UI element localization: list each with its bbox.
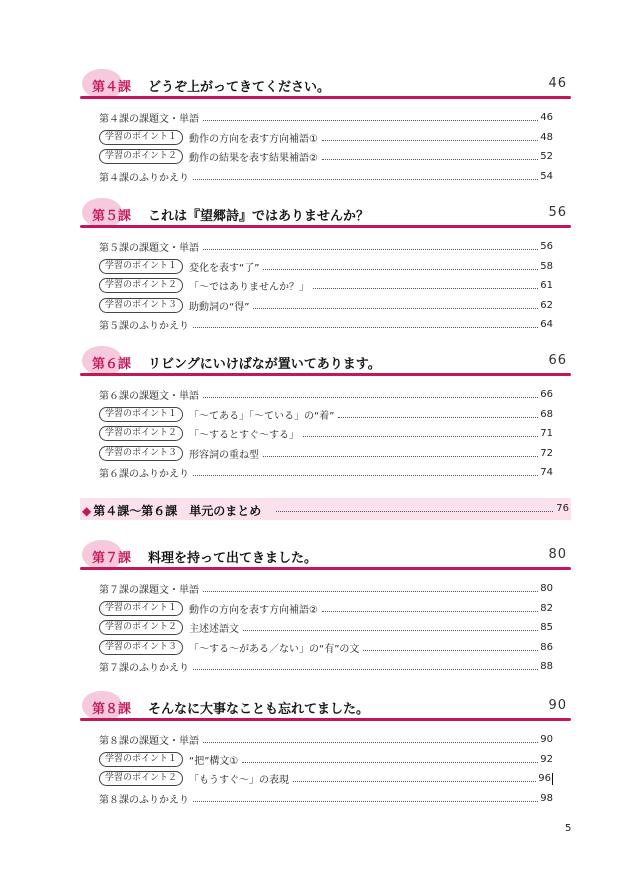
- entry-page: 82: [540, 602, 553, 614]
- entry-text: 主述述語文: [189, 624, 240, 636]
- toc-entry[interactable]: [99, 167, 553, 187]
- entry-text: 動作の結果を表す結果補語②: [189, 153, 318, 165]
- entry-page: 88: [540, 661, 553, 673]
- dot-leader: [263, 456, 538, 457]
- entry-text: 「～てある」「～ている」の“着”: [189, 410, 335, 422]
- point-badge: 学習のポイント１: [99, 752, 183, 767]
- dot-leader: [253, 308, 538, 309]
- entry-page: 98: [540, 792, 553, 804]
- lesson-header: [80, 203, 571, 227]
- toc-entry[interactable]: [99, 618, 553, 638]
- lesson-header: [80, 74, 571, 98]
- entry-text: 動作の方向を表す方向補語②: [189, 604, 318, 616]
- entry-text: 第６課の課題文・単語: [99, 391, 199, 403]
- entry-text: 第５課の課題文・単語: [99, 243, 199, 255]
- dot-leader: [313, 288, 538, 289]
- dot-leader: [363, 650, 538, 651]
- diamond-icon: ◆: [82, 504, 92, 518]
- toc-entry[interactable]: [99, 276, 553, 296]
- toc-entry[interactable]: [99, 424, 553, 444]
- toc-entry[interactable]: [99, 385, 553, 405]
- toc-entry[interactable]: [99, 257, 553, 277]
- entry-text: “把”構文①: [189, 755, 239, 767]
- lesson-section: [80, 351, 571, 481]
- lesson-page: 66: [548, 353, 567, 368]
- entry-text: 第７課のふりかえり: [99, 663, 189, 675]
- entry-text: 第４課の課題文・単語: [99, 114, 199, 126]
- lesson-header: [80, 696, 571, 720]
- point-badge: 学習のポイント２: [99, 149, 183, 164]
- toc-entry[interactable]: [99, 147, 553, 167]
- toc-entry[interactable]: [99, 638, 553, 658]
- lesson-number: 第４課: [92, 80, 132, 95]
- point-badge: 学習のポイント２: [99, 278, 183, 293]
- lesson-section: [80, 545, 571, 675]
- lesson-section: [80, 74, 571, 184]
- dot-leader: [322, 611, 538, 612]
- entry-page: 61: [540, 280, 553, 292]
- dot-leader: [203, 397, 538, 398]
- toc-entry[interactable]: [99, 108, 553, 128]
- entry-text: 第６課のふりかえり: [99, 469, 189, 481]
- dot-leader: [243, 630, 538, 631]
- dot-leader: [293, 781, 536, 782]
- entry-text: 第８課のふりかえり: [99, 794, 189, 806]
- toc-entry[interactable]: [99, 750, 553, 770]
- entry-page: 86: [540, 641, 553, 653]
- page-number: 5: [565, 823, 572, 834]
- entry-text: 「もうすぐ～」の表現: [189, 775, 290, 787]
- dot-leader: [193, 669, 538, 670]
- dot-leader: [203, 120, 538, 121]
- toc-entry[interactable]: [99, 463, 553, 483]
- lesson-number: 第６課: [92, 357, 132, 372]
- lesson-entries: [99, 730, 553, 808]
- lesson-section: [80, 203, 571, 333]
- toc-entry[interactable]: [99, 237, 553, 257]
- toc-entry[interactable]: [99, 769, 553, 789]
- entry-page: 90: [540, 734, 553, 746]
- toc-entry[interactable]: [99, 730, 553, 750]
- entry-page: 64: [540, 319, 553, 331]
- dot-leader: [193, 801, 538, 802]
- entry-page: 56: [540, 241, 553, 253]
- entry-page: 46: [540, 112, 553, 124]
- entry-text: 「～ではありませんか？」: [189, 282, 310, 294]
- dot-leader: [338, 417, 538, 418]
- point-badge: 学習のポイント３: [99, 298, 183, 313]
- entry-page: 74: [540, 467, 553, 479]
- entry-page: 66: [540, 389, 553, 401]
- lesson-rule: [80, 96, 571, 99]
- dot-leader: [322, 140, 538, 141]
- point-badge: 学習のポイント２: [99, 771, 183, 786]
- toc-entry[interactable]: [99, 315, 553, 335]
- point-badge: 学習のポイント１: [99, 407, 183, 422]
- toc-entry[interactable]: [99, 444, 553, 464]
- entry-text: 動作の方向を表す方向補語①: [189, 133, 318, 145]
- toc-entry[interactable]: [99, 579, 553, 599]
- lesson-page: 80: [548, 547, 567, 562]
- unit-summary[interactable]: [80, 498, 571, 520]
- lesson-entries: [99, 237, 553, 335]
- toc-entry[interactable]: [99, 405, 553, 425]
- point-badge: 学習のポイント２: [99, 620, 183, 635]
- lesson-number: 第８課: [92, 702, 132, 717]
- point-badge: 学習のポイント３: [99, 640, 183, 655]
- entry-page: 52: [540, 151, 553, 163]
- entry-text: 第５課のふりかえり: [99, 321, 189, 333]
- lesson-number: 第５課: [92, 209, 132, 224]
- dot-leader: [322, 159, 538, 160]
- dot-leader: [263, 269, 538, 270]
- lesson-rule: [80, 718, 571, 721]
- lesson-rule: [80, 567, 571, 570]
- lesson-rule: [80, 225, 571, 228]
- point-badge: 学習のポイント２: [99, 426, 183, 441]
- lesson-title[interactable]: そんなに大事なことも忘れてました。: [148, 702, 370, 717]
- entry-page: 72: [540, 447, 553, 459]
- lesson-rule: [80, 373, 571, 376]
- entry-page: 96: [538, 773, 551, 785]
- entry-page: 58: [540, 260, 553, 272]
- entry-text: 「～するとすぐ～する」: [189, 430, 300, 442]
- lesson-header: [80, 545, 571, 569]
- dot-leader: [276, 511, 553, 512]
- lesson-title[interactable]: これは『望郷詩』ではありませんか？: [148, 209, 370, 224]
- entry-page: 80: [540, 583, 553, 595]
- dot-leader: [203, 591, 538, 592]
- entry-page: 71: [540, 428, 553, 440]
- toc-entry[interactable]: [99, 128, 553, 148]
- lesson-number: 第７課: [92, 551, 132, 566]
- dot-leader: [303, 436, 538, 437]
- lesson-page: 90: [548, 698, 567, 713]
- lesson-entries: [99, 108, 553, 186]
- toc-entry[interactable]: [99, 657, 553, 677]
- dot-leader: [203, 249, 538, 250]
- dot-leader: [193, 179, 538, 180]
- dot-leader: [203, 742, 538, 743]
- text-cursor: [552, 773, 553, 785]
- dot-leader: [242, 762, 538, 763]
- lesson-title[interactable]: どうぞ上がってきてください。: [148, 80, 331, 95]
- entry-page: 68: [540, 408, 553, 420]
- entry-text: 助動詞の“得”: [189, 301, 250, 313]
- toc-entry[interactable]: [99, 599, 553, 619]
- entry-page: 62: [540, 299, 553, 311]
- lesson-page: 56: [548, 205, 567, 220]
- entry-text: 第７課の課題文・単語: [99, 585, 199, 597]
- lesson-entries: [99, 579, 553, 677]
- dot-leader: [193, 475, 538, 476]
- unit-summary-title: 第４課～第６課 単元のまとめ: [93, 504, 262, 518]
- lesson-entries: [99, 385, 553, 483]
- entry-text: 第４課のふりかえり: [99, 172, 189, 184]
- entry-text: 形容詞の重ね型: [189, 449, 260, 461]
- lesson-title[interactable]: 料理を持って出てきました。: [148, 551, 318, 566]
- entry-page: 92: [540, 753, 553, 765]
- toc-entry[interactable]: [99, 789, 553, 809]
- entry-text: 第８課の課題文・単語: [99, 736, 199, 748]
- lesson-header: [80, 351, 571, 375]
- lesson-title[interactable]: リビングにいけばなが置いてあります。: [148, 357, 381, 372]
- unit-summary-page: 76: [556, 503, 569, 514]
- entry-page: 48: [540, 131, 553, 143]
- entry-page: 54: [540, 170, 553, 182]
- entry-text: 変化を表す“了”: [189, 262, 260, 274]
- toc-entry[interactable]: [99, 296, 553, 316]
- dot-leader: [193, 327, 538, 328]
- entry-page: 85: [540, 622, 553, 634]
- lesson-section: [80, 696, 571, 806]
- point-badge: 学習のポイント３: [99, 446, 183, 461]
- lesson-page: 46: [548, 76, 567, 91]
- point-badge: 学習のポイント１: [99, 259, 183, 274]
- entry-text: 「～する～がある／ない」の“有”の文: [189, 643, 360, 655]
- point-badge: 学習のポイント１: [99, 601, 183, 616]
- point-badge: 学習のポイント１: [99, 130, 183, 145]
